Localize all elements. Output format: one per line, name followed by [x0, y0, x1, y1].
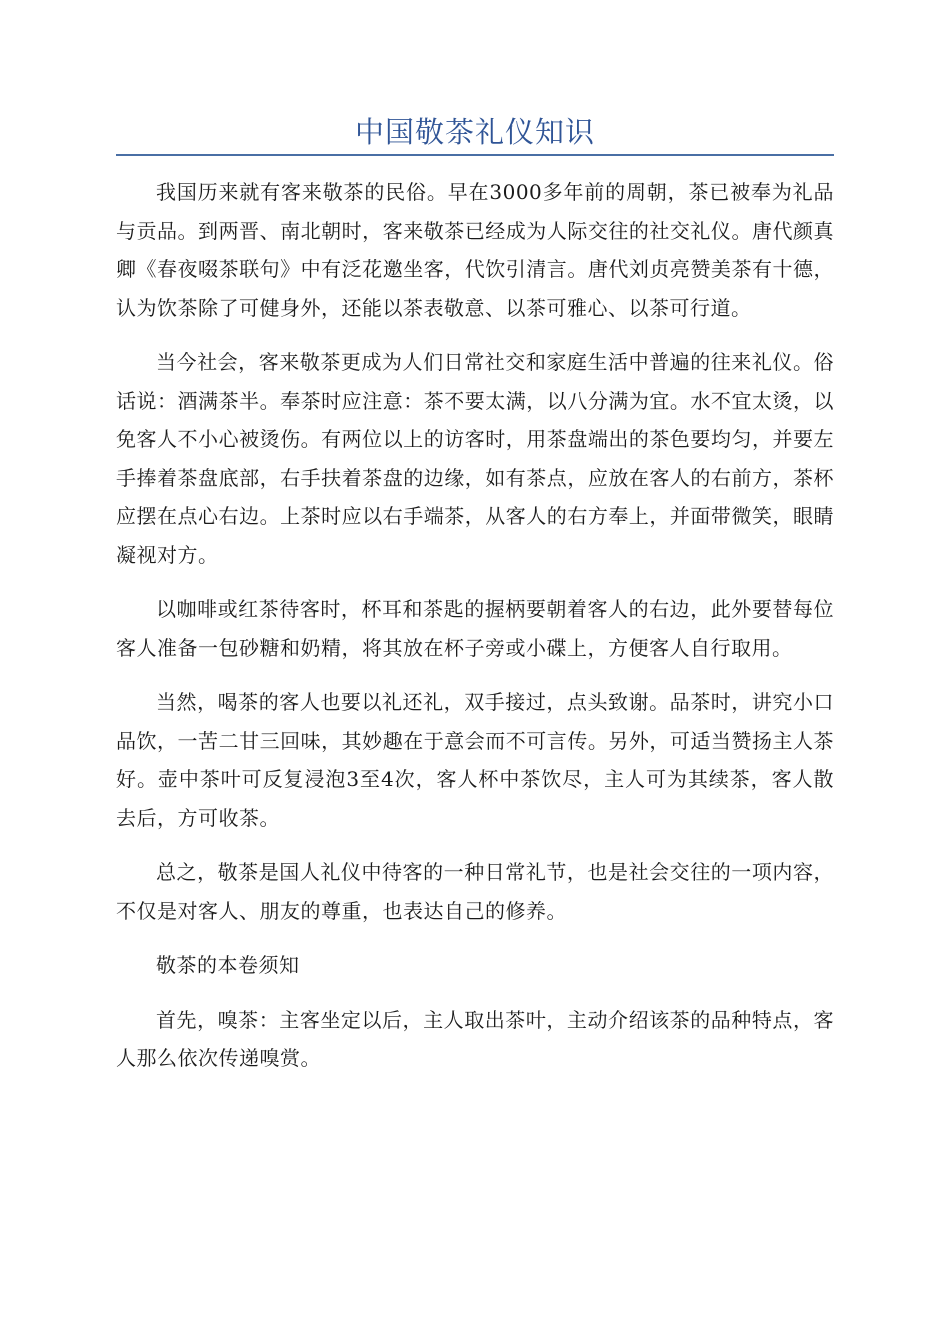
paragraph-summary: 总之，敬茶是国人礼仪中待客的一种日常礼节，也是社会交往的一项内容，不仅是对客人、朋友的尊重，也表达自己的修养。 — [116, 860, 834, 923]
title-underline — [116, 154, 834, 156]
paragraph-history: 我国历来就有客来敬茶的民俗。早在3000多年前的周朝，茶已被奉为礼品与贡品。到两晋、南北朝时，客来敬茶已经成为人际交往的社交礼仪。唐代颜真卿《春夜啜茶联句》中有泛花邀坐客，代饮引清言。唐代刘贞亮赞美茶有十德，认为饮茶除了可健身外，还能以茶表敬意、以茶可雅心、以茶可行道。 — [116, 180, 834, 320]
paragraph-modern-etiquette: 当今社会，客来敬茶更成为人们日常社交和家庭生活中普遍的往来礼仪。俗话说：酒满茶半。奉茶时应注意：茶不要太满，以八分满为宜。水不宜太烫，以免客人不小心被烫伤。有两位以上的访客时，用茶盘端出的茶色要均匀，并要左手捧着茶盘底部，右手扶着茶盘的边缘，如有茶点，应放在客人的右前方，茶杯应摆在点心右边。上茶时应以右手端茶，从客人的右方奉上，并面带微笑，眼睛凝视对方。 — [116, 350, 834, 567]
paragraph-coffee-tea: 以咖啡或红茶待客时，杯耳和茶匙的握柄要朝着客人的右边，此外要替每位客人准备一包砂糖和奶精，将其放在杯子旁或小碟上，方便客人自行取用。 — [116, 597, 834, 660]
document-title: 中国敬茶礼仪知识 — [354, 115, 595, 149]
paragraph-smell-tea: 首先，嗅茶：主客坐定以后，主人取出茶叶，主动介绍该茶的品种特点，客人那么依次传递嗅赏。 — [116, 1007, 834, 1070]
paragraph-guest-manners: 当然，喝茶的客人也要以礼还礼，双手接过，点头致谢。品茶时，讲究小口品饮，一苦二甘三回味，其妙趣在于意会而不可言传。另外，可适当赞扬主人茶好。壶中茶叶可反复浸泡3至4次，客人杯中茶饮尽，主人可为其续茶，客人散去后，方可收茶。 — [116, 690, 834, 830]
document-body — [116, 173, 834, 1094]
section-heading: 敬茶的本卷须知 — [156, 953, 300, 977]
